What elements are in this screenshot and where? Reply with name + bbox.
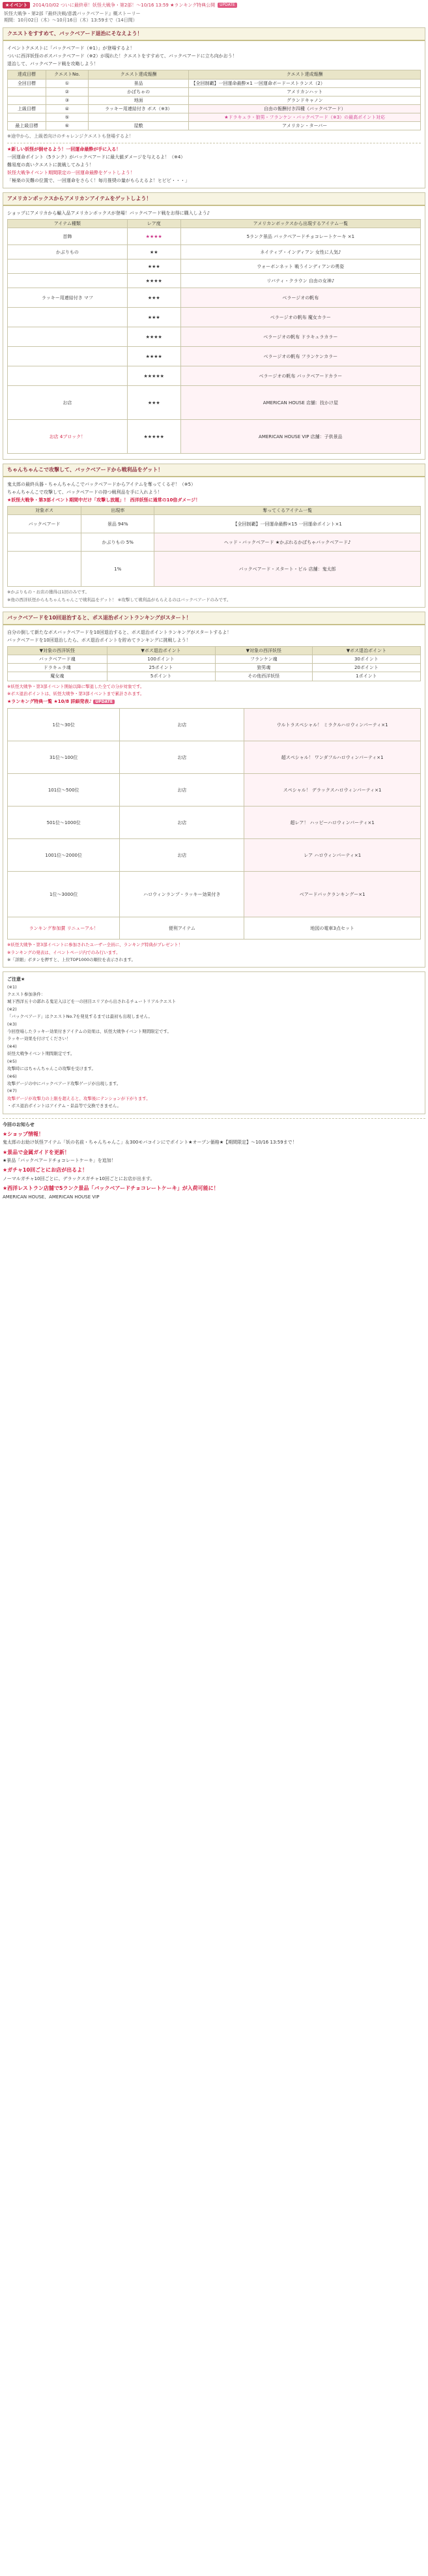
table-cell [8, 96, 46, 104]
table-cell [88, 113, 189, 122]
table-row [8, 839, 421, 872]
table-cell: ベアードバックランキングー×1 [244, 872, 421, 917]
table-cell: ベラージオの帆布 魔女カラー [180, 308, 420, 327]
table-cell: ドラキュラ魂 [8, 664, 107, 672]
table-cell: 景品 [88, 79, 189, 87]
rank-heading-text: ★ランキング特典一覧 ★10/8 詳細発表♪ [7, 699, 92, 705]
table-row [8, 105, 421, 113]
table-row [8, 807, 421, 839]
table-cell: ベラージオの帆布 フランケンカラー [180, 347, 420, 366]
table-cell: ⑤ [46, 113, 88, 122]
table-row [8, 533, 421, 552]
table-cell: 31位～100位 [8, 741, 120, 774]
table-cell: 100ポイント [107, 655, 215, 664]
news-item-heading: ★ガチャ10回ごとにお店が出るよ！ [3, 1167, 88, 1174]
table-cell: 首飾 [8, 228, 128, 245]
table-cell: ⑥ [46, 122, 88, 130]
news-item-body: ★景品「バックベアードチョコレートケーキ」を追加！ [3, 1158, 116, 1164]
table-cell: アメリカンハット [189, 87, 421, 96]
chanchanko-section-heading: ちゃんちゃんこで攻撃して、バックベアードから戦利品をゲット！ [3, 464, 425, 477]
footnotes-section [3, 971, 425, 1114]
table-row [8, 274, 421, 288]
event-badge: ★イベント [3, 2, 30, 8]
boss-line: 妖怪大戦争イベント期間限定の一回運命最酔をゲットしよう！ [7, 170, 135, 175]
table-cell: ベラージオの帆布 バックベアードカラー [180, 366, 420, 386]
table-row [8, 327, 421, 347]
table-row [8, 228, 421, 245]
table-header: 奪ってくるアイテム一覧 [154, 507, 421, 515]
table-cell: 【全回制覇】一回運命最酔×15 一回運命ポイント×1 [154, 515, 421, 533]
header-bar [0, 0, 428, 10]
table-cell: ヘッド・バックベアード ★かぶれるかぼちゃバックベアード♪ [154, 533, 421, 552]
table-cell: 超レア！ ハッピーハロウィンパーティ×1 [244, 807, 421, 839]
table-cell: 1001位～2000位 [8, 839, 120, 872]
table-cell: 【全回制覇】一回運命最酔×1 一回運命ボードーストランス（2） [189, 79, 421, 87]
table-cell: 全回目標 [8, 79, 46, 87]
table-cell: ★★★★ [127, 327, 180, 347]
table-row [8, 741, 421, 774]
table-header: アイテム種類 [8, 220, 128, 228]
table-row [8, 664, 421, 672]
gacha-section-heading: アメリカンボックスからアメリカンアイテムをゲットしよう！ [3, 193, 425, 206]
quest-note: ※途中から、上級者向けのチャレンジクエストも登場するよ！ [7, 134, 134, 140]
ranking-note: ※ボス退治ポイントは、妖怪大戦争・第3部イベントまで累計されます。 [7, 691, 145, 696]
rank-update-badge: UPDATE [93, 700, 115, 704]
footnote: 攻撃時にはちゃんちゃんこの攻撃を受けます。 [7, 1066, 96, 1072]
footnote: (※2) [7, 1006, 17, 1012]
table-row [8, 245, 421, 259]
table-cell: お店 [120, 709, 244, 741]
news-section [3, 1118, 425, 1200]
table-cell: ネイティブ・インディアン 女性に人気♪ [180, 245, 420, 259]
footnote: ラッキー効果を付けてください！ [7, 1036, 71, 1042]
intro-line: イベントクエストに「バックベアード（※1）」が登場するよ！ [7, 46, 135, 52]
points-table [7, 646, 421, 681]
table-cell: 地面 [88, 96, 189, 104]
table-cell: ★★★ [127, 288, 180, 308]
ranking-table [7, 708, 421, 940]
table-cell: 自由の報酬付き四種（バックベアード） [189, 105, 421, 113]
table-row [8, 259, 421, 274]
table-cell: その他西洋妖怪 [215, 672, 312, 681]
chanchanko-line: ちゃんちゃんこで攻撃して、バックベアードの持つ戦利品を手に入れよう！ [7, 489, 162, 495]
table-cell: 最上級目標 [8, 122, 46, 130]
footnote: ・ボス退治ポイントはアイテム・景品等で交換できません。 [7, 1103, 121, 1109]
table-cell: 5ランク景品 バックベアードチョコレートケーキ ×1 [180, 228, 420, 245]
table-cell [8, 259, 128, 274]
header-sub: 妖怪大戦争・第2部『最終決戦/意義バックベアード』概ストーリー [4, 11, 141, 17]
table-cell: お店 [120, 741, 244, 774]
table-cell: かぶりもの [8, 245, 128, 259]
table-cell: ★★★ [127, 308, 180, 327]
table-header: 出現率 [81, 507, 154, 515]
table-header: 対象ボス [8, 507, 81, 515]
table-cell: バックベアード [8, 515, 81, 533]
table-header: クエスト達成報酬 [189, 70, 421, 79]
table-cell: ハロウィンランプ・ラッキー効果付き [120, 872, 244, 917]
table-cell [8, 533, 81, 552]
footnote: 妖怪大戦争イベント期間限定です。 [7, 1051, 75, 1057]
table-cell [8, 308, 128, 327]
footnote: (※3) [7, 1021, 17, 1027]
table-cell: 狼男魂 [215, 664, 312, 672]
table-cell: 1位～3000位 [8, 872, 120, 917]
event-period: 期間：10月02日（木）～10月16日（木）13:59まで（14日間） [4, 18, 137, 23]
table-header: ▼ボス退治ポイント [312, 647, 420, 655]
table-cell [8, 327, 128, 347]
gacha-table [7, 219, 421, 454]
table-cell: ② [46, 87, 88, 96]
table-cell: フランケン魂 [215, 655, 312, 664]
ranking-section [3, 612, 425, 968]
table-row [8, 79, 421, 87]
table-cell: ★★★ [127, 386, 180, 420]
gacha-intro: ショップにアメリカから輸入品アメリカンボックスが登場！バックベアード戦をお得に購入しよう♪ [7, 210, 210, 216]
chanchanko-section [3, 464, 425, 608]
table-cell: ★★★★ [127, 274, 180, 288]
footnote: 「バックベアード」はクエストNo.7を発見するまでは最初も出現しません。 [7, 1014, 152, 1020]
chanchanko-note: ※他の西洋妖怪からもちゃんちゃんこで戦利品をゲット！ ※攻撃して戦利品がもらえるのはバックベアードのみです。 [7, 597, 231, 602]
table-row [8, 113, 421, 122]
news-item-heading: ★西洋レストラン店舗で5ランク景品「バックベアードチョコレートケーキ」が入荷可能に！ [3, 1185, 219, 1192]
table-cell: お店 [8, 386, 128, 420]
table-cell: 1位～30位 [8, 709, 120, 741]
footnote: (※5) [7, 1058, 17, 1064]
footnote: (※6) [7, 1073, 17, 1079]
rank-note: ※「詳細」ボタンを押すと、上位TOP1000の順位を表示されます。 [7, 956, 136, 962]
table-header: 達成目標 [8, 70, 46, 79]
table-cell: ラッキー用連結付き マフ [8, 288, 128, 308]
footnote: (※4) [7, 1043, 17, 1049]
table-header: レア度 [127, 220, 180, 228]
footnote: (※1) [7, 984, 17, 990]
table-row [8, 515, 421, 533]
table-cell: ★★★ [127, 259, 180, 274]
table-cell: スペシャル！ デラックスハロウィンパーティ×1 [244, 774, 421, 807]
table-cell: ★★★★★ [127, 366, 180, 386]
table-cell: リバティ・クラウン 自由の女神♪ [180, 274, 420, 288]
page-title: 2014/10/02 ついに最終章！妖怪大戦争・第2部！～10/16 13:59 ★ランキング特典公開 [33, 3, 216, 8]
table-cell: ★ドラキュラ・狼男・フランケン・バックベアード（※3）の最高ポイント対応 [189, 113, 421, 122]
table-cell: かぼちゃの [88, 87, 189, 96]
rank-heading [7, 698, 421, 705]
quest-table [7, 70, 421, 130]
table-cell: AMERICAN HOUSE VIP 店舗：子供景品 [180, 420, 420, 454]
gacha-section [3, 192, 425, 460]
table-cell: バックベアード魂 [8, 655, 107, 664]
table-cell: 25ポイント [107, 664, 215, 672]
table-cell [8, 87, 46, 96]
chanchanko-table [7, 506, 421, 587]
table-row [8, 96, 421, 104]
footnote: 攻撃ゲージの中にバックベアード攻撃ゲージが出現します。 [7, 1081, 121, 1086]
table-row [8, 552, 421, 587]
table-cell [8, 274, 128, 288]
news-item-body: ノーマルガチャ10回ごとに、デラックスガチャ10回ごとにお店が出ます。 [3, 1176, 155, 1181]
table-cell: 101位～500位 [8, 774, 120, 807]
table-cell: アメリカン・ターバー [189, 122, 421, 130]
quest-section-heading: クエストをすすめて、バックベアード退治にそなえよう！ [3, 28, 425, 41]
table-cell: ★★★★ [127, 228, 180, 245]
table-header: ▼対象の西洋妖怪 [215, 647, 312, 655]
table-row [8, 655, 421, 664]
table-header: ▼対象の西洋妖怪 [8, 647, 107, 655]
news-item-heading: ★ショップ情報！ [3, 1131, 44, 1137]
ranking-line: バックベアードを10回退治したら、ボス退治ポイントを貯めてランキングに挑戦しよう！ [7, 637, 191, 643]
table-row [8, 420, 421, 454]
table-cell: ★★★★ [127, 347, 180, 366]
table-cell: お店 [120, 807, 244, 839]
quest-section [3, 27, 425, 188]
table-cell: ★★★★★ [127, 420, 180, 454]
table-cell [8, 113, 46, 122]
footnote: クエスト参加条件： [7, 991, 46, 997]
table-row [8, 366, 421, 386]
boss-line: 難易度の高いクエストに挑戦してみよう！ [7, 162, 94, 168]
footnote: (※7) [7, 1088, 17, 1094]
table-cell: ★★ [127, 245, 180, 259]
table-cell: 1ポイント [312, 672, 420, 681]
table-row [8, 917, 421, 940]
rank-note: ※ランキングの発表は、イベントページ内でのみ行います。 [7, 949, 121, 955]
table-cell: 1% [81, 552, 154, 587]
news-item-heading: ★景品で金属ガイドを更新！ [3, 1149, 70, 1155]
ranking-section-heading: バックベアードを10回退治すると、ポス退治ポイントランキングがスタート！ [3, 612, 425, 625]
table-cell: お店 4ブロック！ [8, 420, 128, 454]
table-header: クエスト達成報酬 [88, 70, 189, 79]
table-row [8, 122, 421, 130]
table-cell [8, 347, 128, 366]
table-header: ▼ボス退治ポイント [107, 647, 215, 655]
table-cell: 屋敷 [88, 122, 189, 130]
table-cell: ③ [46, 96, 88, 104]
table-cell: かぶりもの 5% [81, 533, 154, 552]
table-cell: グランドキャノン [189, 96, 421, 104]
table-cell: 魔女魂 [8, 672, 107, 681]
boss-line: 一回運命ポイント（5ランク）がバックベアードに最大値ダメージを与えるよ！（※4） [7, 154, 186, 160]
table-cell: ベラージオの帆布 ドラキュラカラー [180, 327, 420, 347]
table-row [8, 347, 421, 366]
table-cell: ラッキー用連結付き ボス（※3） [88, 105, 189, 113]
table-cell [8, 366, 128, 386]
table-cell: ウルトラスペシャル！ ミラクルハロウィンパーティ×1 [244, 709, 421, 741]
chanchanko-note: ※かぶりもの・お店の獲得は1回のみです。 [7, 589, 90, 595]
table-header: アメリカンボックスから出現するアイテム一覧 [180, 220, 420, 228]
table-cell: 便利アイテム [120, 917, 244, 940]
ranking-note: ※妖怪大戦争・第3部イベント開始以降に撃退した全ての分が対象です。 [7, 683, 145, 689]
boss-line: 「極楽の災難の位置で、一回運命をさらく！毎月推奨の量がもらえるよ！ヒビビ・・・」 [7, 178, 190, 184]
table-cell: 上級目標 [8, 105, 46, 113]
footnote: 攻撃ゲージが攻撃力の上限を超えると、攻撃後にテンションが下がります。 [7, 1095, 150, 1101]
boss-heading: ★新しい妖怪が倒せるよう！一回運命最酔が手に入る！ [7, 146, 121, 152]
news-title: 今回のお知らせ [3, 1121, 35, 1127]
table-header: クエストNo. [46, 70, 88, 79]
table-cell: 超スペシャル！ ワンダフルハロウィンパーティ×1 [244, 741, 421, 774]
table-cell: 501位～1000位 [8, 807, 120, 839]
table-cell: お店 [120, 774, 244, 807]
table-cell: お店 [120, 839, 244, 872]
table-cell: ベラージオの帆布 [180, 288, 420, 308]
table-row [8, 774, 421, 807]
table-cell: 30ポイント [312, 655, 420, 664]
news-item-body: AMERICAN HOUSE、AMERICAN HOUSE VIP [3, 1194, 100, 1200]
table-cell: バックベアード・スタート・ビル 店舗：鬼太郎 [154, 552, 421, 587]
page [0, 0, 428, 1200]
chanchanko-line: 鬼太郎の最終兵器・ちゃんちゃんこでバックベアードからアイテムを奪ってくるぞ！（※5） [7, 481, 196, 487]
table-cell [8, 552, 81, 587]
table-row [8, 672, 421, 681]
table-cell: 5ポイント [107, 672, 215, 681]
table-cell: 地図の電車3点セット [244, 917, 421, 940]
footnote: 今回登場したラッキー効果付きアイテムの効果は、妖怪大戦争イベント期間限定です。 [7, 1029, 171, 1035]
table-cell: ④ [46, 105, 88, 113]
ranking-line: 自分の倒して新たなボスバックベアードを10回退治すると、ボス退治ポイントランキングがスタートするよ！ [7, 629, 232, 635]
table-cell: 20ポイント [312, 664, 420, 672]
table-cell: ① [46, 79, 88, 87]
table-row [8, 308, 421, 327]
chanchanko-line: ★妖怪大戦争・第3部イベント期間中だけ「攻撃し放題」！ 西洋妖怪に通常の10倍ダメージ！ [7, 497, 201, 503]
intro-line: ついに西洋妖怪のボスバックベアード（※2）が現れた！クエストをすすめて、バックベアードに立ち向かおう！ [7, 53, 237, 59]
table-row [8, 872, 421, 917]
divider [3, 1118, 425, 1119]
footnote: 城下西洋五十の郭れる鬼足入ほどを一の回目エリアから出されるチュートリアルクエスト [7, 999, 177, 1005]
table-row [8, 288, 421, 308]
table-row [8, 87, 421, 96]
rank-note: ※妖怪大戦争・第3部イベントに参加されたユーザー全員に、ランキング特典がプレゼント！ [7, 942, 183, 948]
table-cell: 景品 94% [81, 515, 154, 533]
table-cell: ランキング参加賞 リニューアル！ [8, 917, 120, 940]
news-item-body: 鬼太郎のお助け妖怪アイテム「妖の名前・ちゃんちゃんこ」＆300モバコインにでポイント★オープン価格★【期間限定】～10/16 13:59まで！ [3, 1140, 297, 1146]
table-row [8, 709, 421, 741]
table-cell: AMERICAN HOUSE 店舗：技かけ屋 [180, 386, 420, 420]
table-cell: ウォーボンネット 戦うインディアンの勇姿 [180, 259, 420, 274]
table-row [8, 386, 421, 420]
intro-line: 退治して、バックベアード戦を攻略しよう！ [7, 61, 98, 67]
table-cell: レア ハロウィンパーティ×1 [244, 839, 421, 872]
update-badge: UPDATE [218, 3, 237, 8]
footnotes-heading: ご注意★ [7, 977, 25, 983]
